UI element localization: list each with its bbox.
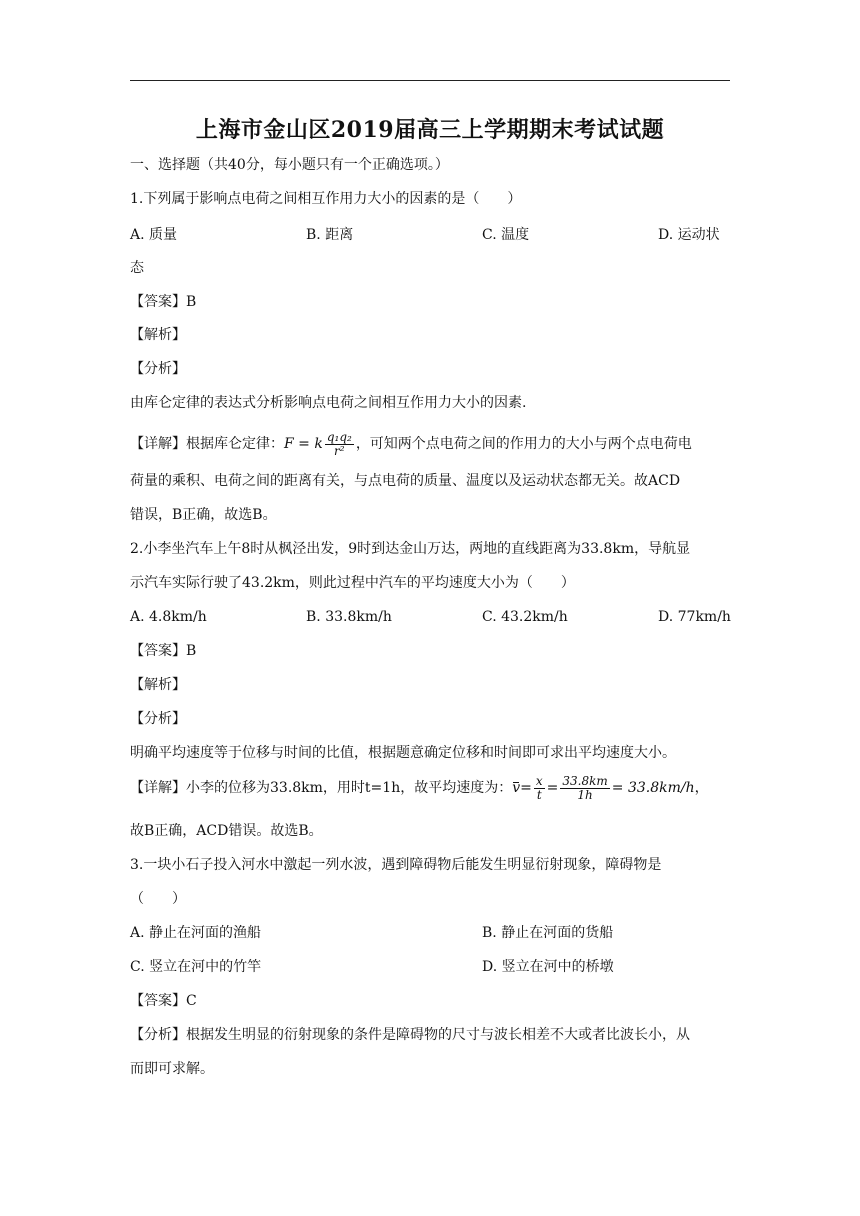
q2-option-c: C. 43.2km/h	[482, 609, 568, 625]
q3-stem-line2: （ ）	[130, 891, 186, 907]
q2-fenxi-label: 【分析】	[130, 711, 186, 727]
section-heading: 一、选择题（共40分，每小题只有一个正确选项。）	[130, 157, 449, 173]
q1-option-d: D. 运动状	[658, 227, 720, 243]
q2-jiexi-label: 【解析】	[130, 677, 186, 693]
q2-formula-result: = 33.8km/h	[611, 780, 695, 796]
q2-formula-fraction2: $\frac{33.8km}{1h}$	[562, 773, 608, 802]
q3-option-d: D. 竖立在河中的桥墩	[482, 959, 614, 975]
q2-formula-vbar: v	[512, 780, 521, 796]
q1-formula-lhs: F = k	[284, 436, 323, 452]
q1-option-a: A. 质量	[130, 227, 178, 243]
q1-detail-line3: 错误，B正确，故选B。	[130, 507, 277, 523]
q1-option-b: B. 距离	[306, 227, 354, 243]
q2-option-d: D. 77km/h	[658, 609, 731, 625]
q1-analysis: 由库仑定律的表达式分析影响点电荷之间相互作用力大小的因素.	[130, 395, 527, 411]
q2-detail-line2: 故B正确，ACD错误。故选B。	[130, 823, 323, 839]
q1-jiexi-label: 【解析】	[130, 327, 186, 343]
q2-analysis: 明确平均速度等于位移与时间的比值，根据题意确定位移和时间即可求出平均速度大小。	[130, 745, 676, 761]
q2-option-b: B. 33.8km/h	[306, 609, 392, 625]
header-rule	[130, 80, 730, 81]
q3-option-c: C. 竖立在河中的竹竿	[130, 959, 262, 975]
q1-option-c: C. 温度	[482, 227, 530, 243]
q3-analysis-line1: 【分析】根据发生明显的衍射现象的条件是障碍物的尺寸与波长相差不大或者比波长小，从	[130, 1027, 690, 1043]
q1-detail-line1: 【详解】根据库仑定律：F = k $\frac{\text{q₁q₂}}{\text{r²}}$ ，可知两个点电荷之间的作用力的大小与两个点电荷电	[130, 429, 692, 458]
page-title: 上海市金山区2019届高三上学期期末考试试题	[195, 117, 665, 143]
q3-option-a: A. 静止在河面的渔船	[130, 925, 262, 941]
q3-analysis-line2: 而即可求解。	[130, 1061, 214, 1077]
q3-stem-line1: 3.一块小石子投入河水中激起一列水波，遇到障碍物后能发生明显衍射现象，障碍物是	[130, 857, 662, 873]
q2-stem-line1: 2.小李坐汽车上午8时从枫泾出发，9时到达金山万达，两地的直线距离为33.8km，导航显	[130, 541, 691, 557]
q1-stem: 1.下列属于影响点电荷之间相互作用力大小的因素的是（ ）	[130, 191, 522, 207]
q1-fenxi-label: 【分析】	[130, 361, 186, 377]
q1-answer: 【答案】B	[130, 294, 197, 310]
q1-option-d-wrap: 态	[130, 260, 144, 276]
q3-answer: 【答案】C	[130, 993, 197, 1009]
q1-formula-fraction: $\frac{\text{q₁q₂}}{\text{r²}}$	[326, 429, 352, 458]
q2-detail-line1: 【详解】小李的位移为33.8km，用时t=1h，故平均速度为：v= $\frac{x}{t}$ = $\frac{33.8km}{1h}$ = 33.8km/h，	[130, 773, 709, 802]
q2-answer: 【答案】B	[130, 643, 197, 659]
q1-detail-line2: 荷量的乘积、电荷之间的距离有关，与点电荷的质量、温度以及运动状态都无关。故ACD	[130, 473, 681, 489]
q2-option-a: A. 4.8km/h	[130, 609, 207, 625]
q2-formula-fraction1: $\frac{x}{t}$	[535, 773, 543, 802]
q3-option-b: B. 静止在河面的货船	[482, 925, 614, 941]
q2-stem-line2: 示汽车实际行驶了43.2km，则此过程中汽车的平均速度大小为（ ）	[130, 575, 575, 591]
